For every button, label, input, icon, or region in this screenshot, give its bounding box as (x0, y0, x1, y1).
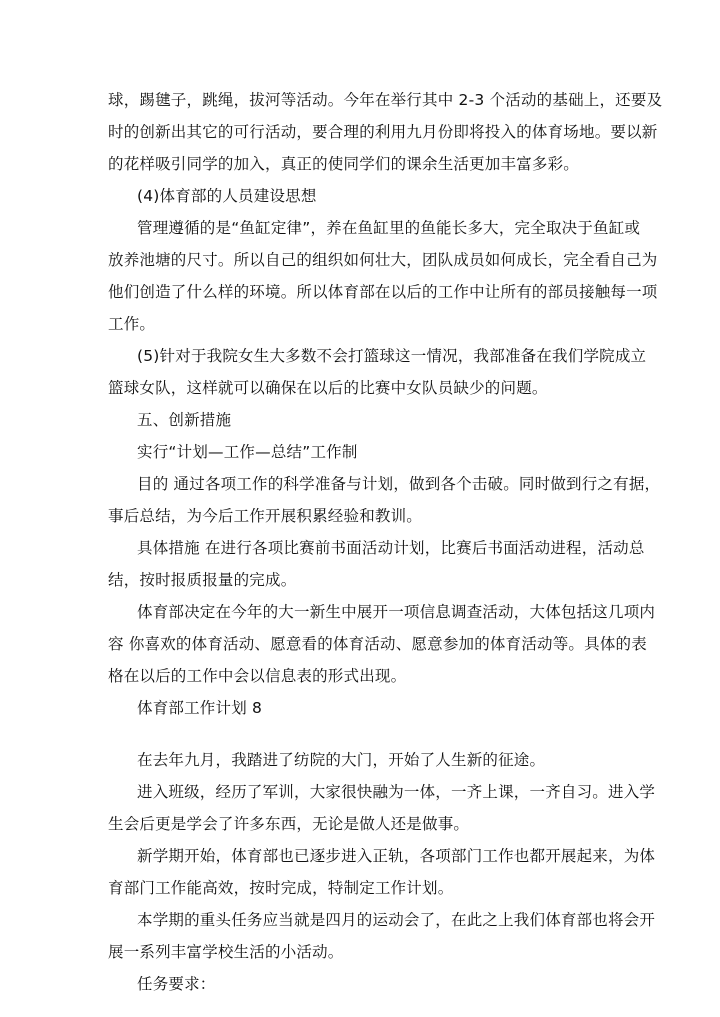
paragraph-line: 新学期开始，体育部也已逐步进入正轨，各项部门工作也都开展起来，为体 (137, 847, 656, 865)
paragraph-line: 在去年九月，我踏进了纺院的大门，开始了人生新的征途。 (137, 751, 546, 769)
paragraph-line: 进入班级，经历了军训，大家很快融为一体，一齐上课，一齐自习。进入学 (137, 783, 656, 801)
paragraph-line: 具体措施 在进行各项比赛前书面活动计划，比赛后书面活动进程，活动总 (137, 539, 645, 557)
paragraph-line: 工作。 (108, 315, 156, 333)
paragraph-line: 事后总结，为今后工作开展积累经验和教训。 (108, 507, 423, 525)
section-heading: 五、创新措施 (137, 411, 232, 429)
paragraph-line: 放养池塘的尺寸。所以自己的组织如何壮大，团队成员如何成长，完全看自己为 (108, 251, 658, 269)
paragraph-line: 格在以后的工作中会以信息表的形式出现。 (108, 667, 407, 685)
paragraph-line: 时的创新出其它的可行活动，要合理的利用九月份即将投入的体育场地。要以新 (108, 123, 658, 141)
paragraph-line: 育部门工作能高效，按时完成，特制定工作计划。 (108, 879, 454, 897)
section-heading: (4)体育部的人员建设思想 (137, 187, 317, 205)
paragraph-line: 他们创造了什么样的环境。所以体育部在以后的工作中让所有的部员接触每一项 (108, 283, 658, 301)
subsection-heading: 实行“计划—工作—总结”工作制 (137, 443, 358, 461)
paragraph-line: 篮球女队，这样就可以确保在以后的比赛中女队员缺少的问题。 (108, 379, 548, 397)
paragraph-line: 容 你喜欢的体育活动、愿意看的体育活动、愿意参加的体育活动等。具体的表 (108, 635, 647, 653)
paragraph-line: 管理遵循的是“鱼缸定律”，养在鱼缸里的鱼能长多大，完全取决于鱼缸或 (137, 219, 641, 237)
document-subtitle: 体育部工作计划 8 (137, 699, 263, 717)
paragraph-line: 球，踢毽子，跳绳，拔河等活动。今年在举行其中 2-3 个活动的基础上，还要及 (108, 91, 663, 109)
paragraph-line: (5)针对于我院女生大多数不会打篮球这一情况，我部准备在我们学院成立 (137, 347, 647, 365)
paragraph-line: 目的 通过各项工作的科学准备与计划，做到各个击破。同时做到行之有据， (137, 475, 661, 493)
paragraph-line: 展一系列丰富学校生活的小活动。 (108, 943, 344, 961)
paragraph-line: 本学期的重头任务应当就是四月的运动会了，在此之上我们体育部也将会开 (137, 911, 656, 929)
paragraph-line: 生会后更是学会了许多东西，无论是做人还是做事。 (108, 815, 470, 833)
paragraph-line: 任务要求： (137, 975, 216, 993)
paragraph-line: 结，按时报质报量的完成。 (108, 571, 297, 589)
paragraph-line: 体育部决定在今年的大一新生中展开一项信息调查活动，大体包括这几项内 (137, 603, 656, 621)
paragraph-line: 的花样吸引同学的加入，真正的使同学们的课余生活更加丰富多彩。 (108, 155, 580, 173)
